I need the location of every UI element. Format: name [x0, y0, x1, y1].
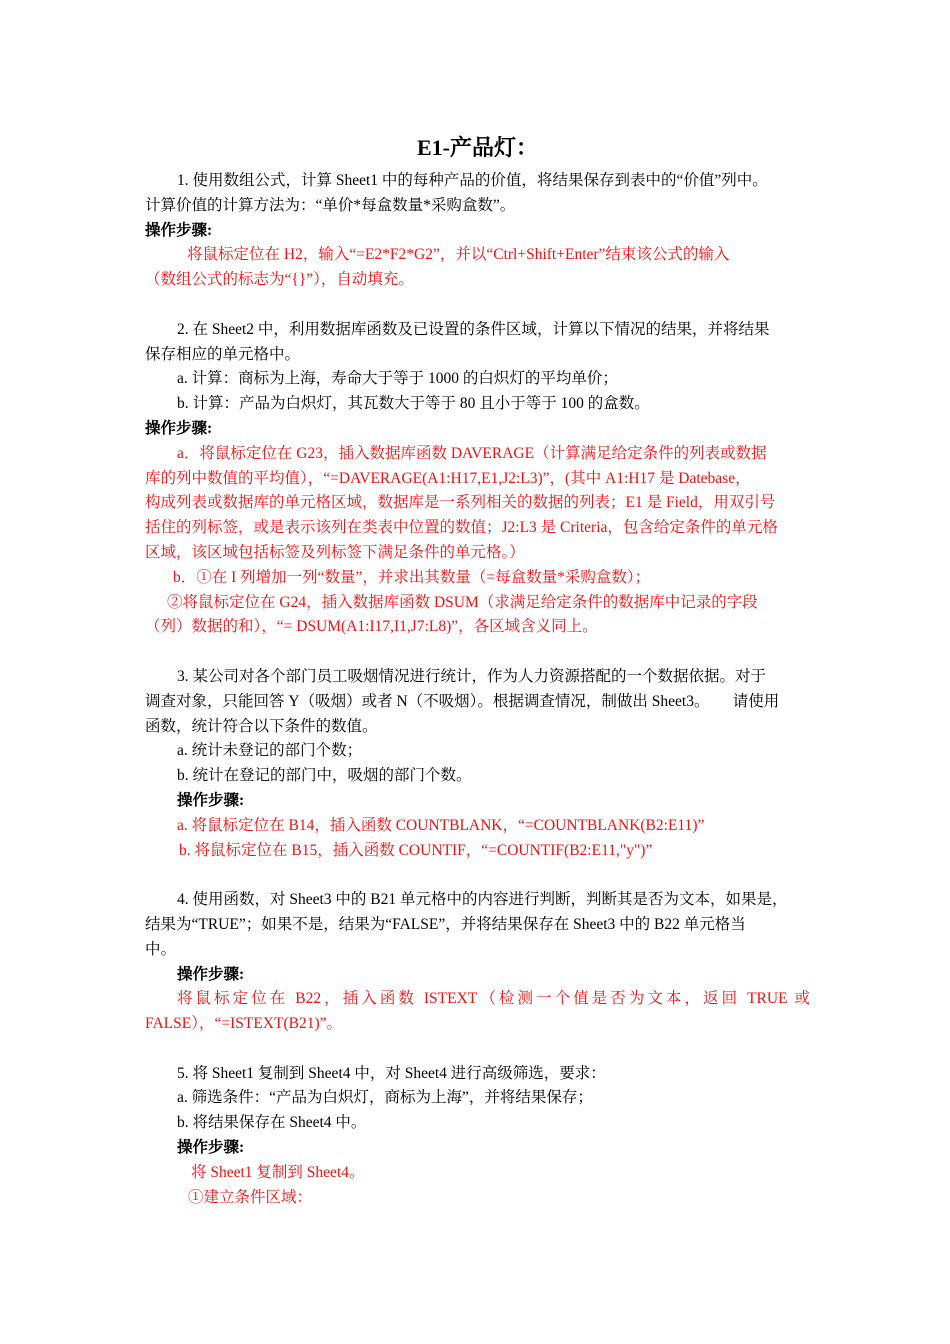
q2-step-a-line-4: 括住的列标签，或是表示该列在类表中位置的数值；J2:L3 是 Criteria，包含给定条件的单元格: [145, 519, 778, 537]
q4-line-2: 结果为“TRUE”；如果不是，结果为“FALSE”，并将结果保存在 Sheet3 中的 B22 单元格当: [145, 915, 746, 933]
spacer: [145, 863, 810, 888]
q4-step-line-2: FALSE），“=ISTEXT(B21)”。: [145, 1015, 343, 1033]
q2-item-a: a. 计算：商标为上海，寿命大于等于 1000 的白炽灯的平均单价；: [177, 370, 618, 388]
q3-step-a: a. 将鼠标定位在 B14，插入函数 COUNTBLANK，“=COUNTBLANK(B2:E11)”: [177, 816, 705, 834]
q3-step-b: b. 将鼠标定位在 B15，插入函数 COUNTIF，“=COUNTIF(B2:E11,"y")”: [179, 841, 653, 859]
q3-steps-heading: 操作步骤:: [177, 791, 245, 809]
q2-steps-heading: 操作步骤:: [145, 419, 213, 437]
q2-step-b-line-3: （列）数据的和），“= DSUM(A1:I17,I1,J7:L8)”，各区域含义同上。: [145, 618, 598, 636]
q2-line-1: 2. 在 Sheet2 中，利用数据库函数及已设置的条件区域，计算以下情况的结果，并将结果: [177, 320, 770, 338]
q1-step-line-1: 将鼠标定位在 H2，输入“=E2*F2*G2”，并以“Ctrl+Shift+Enter”结束该公式的输入: [187, 246, 730, 264]
spacer: [145, 640, 810, 665]
q2-step-a-line-1: a．将鼠标定位在 G23，插入数据库函数 DAVERAGE（计算满足给定条件的列表或数据: [177, 444, 767, 462]
spacer: [145, 293, 810, 318]
q4-line-3: 中。: [145, 940, 177, 958]
q5-step-line-1: 将 Sheet1 复制到 Sheet4。: [191, 1163, 365, 1181]
q1-line-1: 1. 使用数组公式，计算 Sheet1 中的每种产品的价值，将结果保存到表中的“价值”列中。: [177, 172, 768, 189]
q5-step-line-2: ①建立条件区域：: [188, 1188, 313, 1206]
q5-steps-heading: 操作步骤:: [177, 1139, 245, 1157]
q4-step-line-1: 将鼠标定位在 B22，插入函数 ISTEXT（检测一个值是否为文本，返回 TRUE 或: [177, 990, 810, 1008]
q3-item-b: b. 统计在登记的部门中，吸烟的部门个数。: [177, 767, 472, 785]
q5-line-1: 5. 将 Sheet1 复制到 Sheet4 中，对 Sheet4 进行高级筛选，要求：: [177, 1064, 606, 1082]
q3-line-3: 函数，统计符合以下条件的数值。: [145, 717, 378, 735]
q2-step-a-line-5: 区域，该区域包括标签及列标签下满足条件的单元格。）: [145, 543, 525, 561]
q2-step-a-line-3: 构成列表或数据库的单元格区域，数据库是一系列相关的数据的列表；E1 是 Field，用双引号: [145, 494, 776, 512]
q1-steps-heading: 操作步骤:: [145, 221, 213, 239]
q2-step-b-line-2: ②将鼠标定位在 G24，插入数据库函数 DSUM（求满足给定条件的数据库中记录的字段: [167, 593, 758, 611]
q2-line-2: 保存相应的单元格中。: [145, 345, 301, 363]
q2-step-b-line-1: b．①在 I 列增加一列“数量”，并求出其数量（=每盒数量*采购盒数）；: [173, 568, 651, 586]
q4-line-1: 4. 使用函数，对 Sheet3 中的 B21 单元格中的内容进行判断，判断其是否为文本，如果是，: [177, 891, 788, 909]
q3-item-a: a. 统计未登记的部门个数；: [177, 742, 363, 760]
q4-steps-heading: 操作步骤:: [177, 965, 245, 983]
q2-step-a-line-2: 库的列中数值的平均值），“=DAVERAGE(A1:H17,E1,J2:L3)”，(其中 A1:H17 是 Datebase，: [145, 469, 751, 487]
q3-line-1: 3. 某公司对各个部门员工吸烟情况进行统计，作为人力资源搭配的一个数据依据。对于: [177, 667, 767, 685]
q1-line-2: 计算价值的计算方法为：“单价*每盒数量*采购盒数”。: [145, 196, 516, 214]
spacer: [145, 1037, 810, 1062]
q2-item-b: b. 计算：产品为白炽灯，其瓦数大于等于 80 且小于等于 100 的盒数。: [177, 395, 650, 413]
q3-line-2: 调查对象，只能回答 Y（吸烟）或者 N（不吸烟）。根据调查情况，制做出 Sheet3。 请使用: [145, 692, 780, 710]
q5-item-b: b. 将结果保存在 Sheet4 中。: [177, 1114, 367, 1132]
q5-item-a: a. 筛选条件：“产品为白炽灯，商标为上海”，并将结果保存；: [177, 1089, 593, 1107]
document-title: E1-产品灯：: [416, 135, 538, 160]
q1-step-line-2: （数组公式的标志为“{}”），自动填充。: [145, 271, 414, 289]
